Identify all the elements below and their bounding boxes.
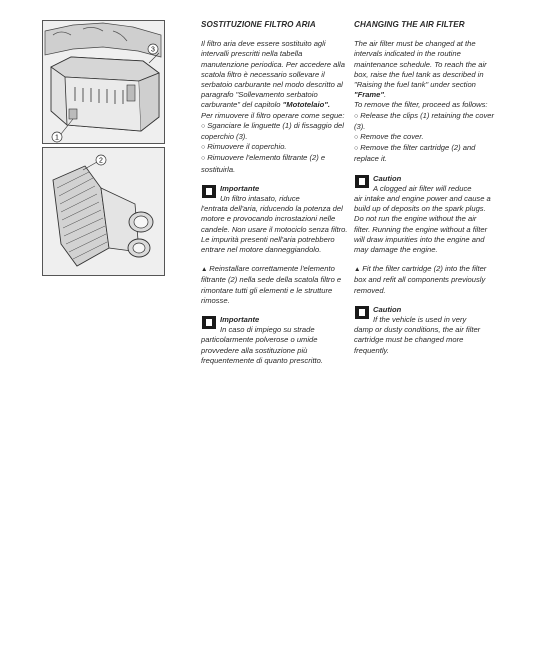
- italian-step-3: ○ Rimuovere l'elemento filtrante (2) e sostituirla.: [201, 153, 349, 174]
- callout-2: 2: [99, 157, 103, 165]
- italian-column: [201, 20, 349, 366]
- english-step-1: ○ Release the clips (1) retaining the cover (3).: [354, 111, 494, 132]
- warning-icon: [202, 316, 216, 329]
- italian-step-1: ○ Sganciare le linguette (1) di fissaggio del coperchio (3).: [201, 121, 349, 142]
- italian-important-note-1: Importante Un filtro intasato, riduce l'entrata dell'aria, riducendo la potenza del motore e provocando incrostazioni nelle candele. Non usare il motociclo senza filtro. Le impurità presenti nell'aria potrebbero entrare nel motore danneggiandolo.: [201, 183, 348, 255]
- italian-intro: Il filtro aria deve essere sostituito agli intervalli prescritti nella tabella manutenzione periodica. Per accedere alla scatola filtro è necessario sollevare il serbatoio carburante nel modo descritto al paragrafo "Sollevamento serbatoio carburante" del capitolo "Mototelaio". Per rimuovere il filtro operare come segue:: [201, 39, 345, 120]
- italian-refit: ▲ Reinstallare correttamente l'elemento filtrante (2) nella sede della scatola filtro e rimontare tutti gli elementi e le strutture rimosse.: [201, 264, 349, 306]
- english-step-2: ○ Remove the cover.: [354, 132, 494, 143]
- italian-step-2: ○ Rimuovere il coperchio.: [201, 142, 349, 153]
- italian-intro-bold: "Mototelaio".: [282, 100, 330, 110]
- callout-1: 1: [55, 134, 59, 142]
- english-caution-note-1: Caution A clogged air filter will reduce air intake and engine power and cause a build up of deposits on the spark plugs. Do not run the engine without the air filter. Running the engine without a filter will draw impurities into the engine and may damage the engine.: [354, 173, 491, 255]
- warning-icon: [355, 306, 369, 319]
- english-caution-note-2: Caution If the vehicle is used in very damp or dusty conditions, the air filter cartridge must be changed more frequently.: [354, 304, 481, 355]
- english-refit: ▲ Fit the filter cartridge (2) into the filter box and refit all components previously removed.: [354, 264, 494, 296]
- warning-icon: [355, 175, 369, 188]
- italian-title: SOSTITUZIONE FILTRO ARIA: [201, 20, 316, 29]
- figure-air-box: [42, 20, 165, 144]
- italian-important-note-2: Importante In caso di impiego su strade particolarmente polverose o umide provvedere alla sostituzione più frequentemente di quanto prescritto.: [201, 315, 323, 365]
- filter-cartridge-illustration: [43, 148, 164, 275]
- english-intro: The air filter must be changed at the intervals indicated in the routine maintenance schedule. To reach the air box, raise the fuel tank as described in "Raising the fuel tank" under section "Frame". To remove the filter, proceed as follows:: [354, 39, 488, 110]
- warning-icon: [202, 185, 216, 198]
- figure-filter-cartridge: [42, 147, 165, 276]
- air-box-illustration: [43, 21, 164, 143]
- english-title: CHANGING THE AIR FILTER: [354, 20, 465, 29]
- english-column: [354, 20, 494, 356]
- english-intro-bold: "Frame": [354, 90, 384, 100]
- callout-3: 3: [151, 46, 155, 54]
- english-step-3: ○ Remove the filter cartridge (2) and replace it.: [354, 143, 494, 164]
